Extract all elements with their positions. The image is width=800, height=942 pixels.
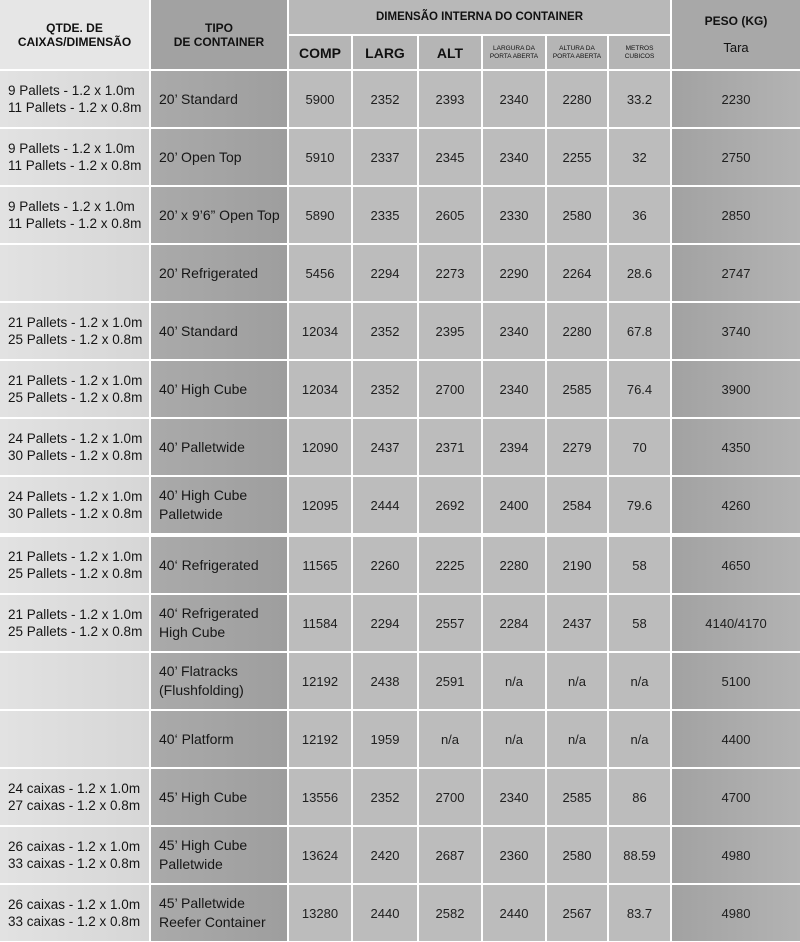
cell-larg: [353, 885, 417, 941]
cell-qtde-text: 21 Pallets - 1.2 x 1.0m 25 Pallets - 1.2 x 0.8m: [8, 549, 143, 581]
cell-alt: [419, 129, 481, 185]
cell-tipo-text: 40‘ Refrigerated High Cube: [159, 605, 259, 640]
cell-tipo: [151, 245, 287, 301]
cell-alt: [419, 827, 481, 883]
cell-tara-text: 2750: [721, 149, 751, 165]
cell-alt: [419, 537, 481, 593]
cell-larg: [353, 537, 417, 593]
cell-larg: [353, 245, 417, 301]
cell-alt-text: 2393: [435, 91, 465, 107]
cell-lpa-text: 2394: [499, 439, 529, 455]
cell-m3: [609, 537, 670, 593]
cell-m3: [609, 653, 670, 709]
cell-lpa-text: 2440: [499, 905, 529, 921]
cell-lpa-text: 2340: [499, 91, 529, 107]
cell-m3: [609, 419, 670, 475]
cell-comp-text: 12034: [301, 323, 339, 339]
cell-alt: [419, 419, 481, 475]
cell-qtde-text: 24 Pallets - 1.2 x 1.0m 30 Pallets - 1.2 x 0.8m: [8, 431, 143, 463]
cell-qtde-text: 24 Pallets - 1.2 x 1.0m 30 Pallets - 1.2 x 0.8m: [8, 489, 143, 521]
cell-apa: [547, 477, 607, 533]
cell-tipo: [151, 827, 287, 883]
cell-lpa-text: n/a: [504, 673, 524, 689]
header-metros-cubicos: METROS CUBICOS: [609, 36, 670, 69]
cell-m3: [609, 361, 670, 417]
cell-alt-text: 2395: [435, 323, 465, 339]
cell-lpa-text: 2284: [499, 615, 529, 631]
cell-m3: [609, 129, 670, 185]
cell-larg-text: 2437: [370, 439, 400, 455]
cell-apa-text: n/a: [567, 731, 587, 747]
cell-lpa: [483, 477, 545, 533]
cell-tipo: [151, 303, 287, 359]
cell-tara: [672, 537, 800, 593]
cell-m3-text: 67.8: [626, 323, 653, 339]
cell-larg-text: 2420: [370, 847, 400, 863]
cell-apa: [547, 129, 607, 185]
cell-tara-text: 2850: [721, 207, 751, 223]
cell-m3-text: 79.6: [626, 497, 653, 513]
cell-alt-text: n/a: [440, 731, 460, 747]
cell-tara-text: 4980: [721, 905, 751, 921]
cell-apa: [547, 885, 607, 941]
cell-lpa: [483, 537, 545, 593]
cell-larg-text: 2438: [370, 673, 400, 689]
cell-tipo-text: 40’ High Cube: [159, 380, 248, 397]
cell-lpa-text: 2340: [499, 789, 529, 805]
cell-alt: [419, 711, 481, 767]
header-dimensao: DIMENSÃO INTERNA DO CONTAINER: [289, 0, 670, 34]
cell-comp: [289, 769, 351, 825]
cell-alt-text: 2557: [435, 615, 465, 631]
cell-tara: [672, 129, 800, 185]
cell-apa: [547, 187, 607, 243]
cell-larg-text: 2440: [370, 905, 400, 921]
cell-comp-text: 13624: [301, 847, 339, 863]
cell-lpa: [483, 71, 545, 127]
cell-tara: [672, 769, 800, 825]
cell-qtde-text: 9 Pallets - 1.2 x 1.0m 11 Pallets - 1.2 x 0.8m: [8, 83, 142, 115]
cell-tara: [672, 303, 800, 359]
cell-m3-text: 28.6: [626, 265, 653, 281]
cell-alt-text: 2225: [435, 557, 465, 573]
cell-apa: [547, 361, 607, 417]
cell-tipo-text: 45’ High Cube Palletwide: [159, 837, 248, 872]
cell-comp: [289, 827, 351, 883]
cell-tipo: [151, 885, 287, 941]
cell-comp: [289, 303, 351, 359]
cell-larg: [353, 419, 417, 475]
cell-m3-text: 76.4: [626, 381, 653, 397]
cell-comp-text: 5910: [305, 149, 335, 165]
cell-qtde: [0, 187, 149, 243]
cell-apa-text: 2255: [562, 149, 592, 165]
cell-apa-text: 2567: [562, 905, 592, 921]
header-alt: ALT: [419, 36, 481, 69]
cell-qtde: [0, 595, 149, 651]
header-qtde: QTDE. DE CAIXAS/DIMENSÃO: [0, 0, 149, 69]
cell-qtde-text: 9 Pallets - 1.2 x 1.0m 11 Pallets - 1.2 x 0.8m: [8, 141, 142, 173]
cell-tipo: [151, 711, 287, 767]
cell-alt: [419, 885, 481, 941]
cell-comp-text: 13280: [301, 905, 339, 921]
cell-m3: [609, 595, 670, 651]
cell-alt-text: 2700: [435, 789, 465, 805]
cell-m3-text: 32: [632, 149, 647, 165]
cell-alt-text: 2345: [435, 149, 465, 165]
cell-qtde: [0, 769, 149, 825]
cell-comp: [289, 653, 351, 709]
cell-comp: [289, 711, 351, 767]
cell-tipo: [151, 71, 287, 127]
cell-tara: [672, 361, 800, 417]
cell-lpa-text: 2340: [499, 381, 529, 397]
cell-lpa-text: 2400: [499, 497, 529, 513]
cell-tara-text: 3740: [721, 323, 751, 339]
cell-lpa-text: 2290: [499, 265, 529, 281]
cell-larg: [353, 711, 417, 767]
cell-apa-text: 2280: [562, 323, 592, 339]
cell-qtde: [0, 827, 149, 883]
cell-qtde-text: 24 caixas - 1.2 x 1.0m 27 caixas - 1.2 x 0.8m: [8, 781, 141, 813]
cell-lpa: [483, 187, 545, 243]
cell-tara-text: 4350: [721, 439, 751, 455]
cell-alt: [419, 769, 481, 825]
cell-lpa-text: 2340: [499, 323, 529, 339]
cell-tipo: [151, 129, 287, 185]
cell-larg: [353, 827, 417, 883]
cell-m3-text: 83.7: [626, 905, 653, 921]
cell-comp-text: 5900: [305, 91, 335, 107]
cell-alt: [419, 245, 481, 301]
cell-larg: [353, 361, 417, 417]
header-larg: LARG: [353, 36, 417, 69]
cell-comp-text: 12192: [301, 731, 339, 747]
cell-tipo-text: 20’ Refrigerated: [159, 264, 259, 281]
cell-alt: [419, 361, 481, 417]
cell-alt-text: 2582: [435, 905, 465, 921]
cell-apa-text: 2585: [562, 789, 592, 805]
cell-qtde: [0, 885, 149, 941]
cell-qtde: [0, 129, 149, 185]
cell-larg-text: 2294: [370, 265, 400, 281]
cell-comp: [289, 885, 351, 941]
cell-m3: [609, 303, 670, 359]
cell-m3-text: 58: [632, 557, 647, 573]
cell-apa-text: 2580: [562, 847, 592, 863]
cell-apa-text: 2585: [562, 381, 592, 397]
cell-tipo-text: 40‘ Platform: [159, 730, 234, 747]
cell-qtde: [0, 361, 149, 417]
cell-qtde-text: 26 caixas - 1.2 x 1.0m 33 caixas - 1.2 x 0.8m: [8, 839, 141, 871]
cell-qtde: [0, 71, 149, 127]
cell-tara: [672, 419, 800, 475]
cell-tipo-text: 20’ x 9’6” Open Top: [159, 206, 280, 223]
cell-comp: [289, 477, 351, 533]
cell-tipo-text: 20’ Standard: [159, 90, 238, 107]
cell-lpa-text: n/a: [504, 731, 524, 747]
cell-apa-text: 2580: [562, 207, 592, 223]
cell-larg: [353, 129, 417, 185]
cell-alt-text: 2591: [435, 673, 465, 689]
cell-larg: [353, 595, 417, 651]
cell-tara-text: 4400: [721, 731, 751, 747]
cell-alt: [419, 653, 481, 709]
cell-lpa: [483, 885, 545, 941]
cell-qtde: [0, 711, 149, 767]
cell-qtde: [0, 653, 149, 709]
cell-comp-text: 13556: [301, 789, 339, 805]
cell-larg-text: 2337: [370, 149, 400, 165]
cell-qtde: [0, 477, 149, 533]
header-altura-porta: ALTURA DA PORTA ABERTA: [547, 36, 607, 69]
cell-tara-text: 3900: [721, 381, 751, 397]
cell-m3: [609, 71, 670, 127]
cell-larg-text: 1959: [370, 731, 400, 747]
cell-apa: [547, 653, 607, 709]
cell-qtde-text: 21 Pallets - 1.2 x 1.0m 25 Pallets - 1.2 x 0.8m: [8, 607, 143, 639]
cell-apa: [547, 303, 607, 359]
cell-tara: [672, 187, 800, 243]
cell-m3-text: 36: [632, 207, 647, 223]
cell-apa: [547, 711, 607, 767]
cell-qtde-text: 9 Pallets - 1.2 x 1.0m 11 Pallets - 1.2 x 0.8m: [8, 199, 142, 231]
cell-comp-text: 11565: [302, 557, 338, 573]
cell-m3: [609, 711, 670, 767]
cell-tipo-text: 40’ Standard: [159, 322, 238, 339]
cell-larg: [353, 71, 417, 127]
cell-m3-text: 70: [632, 439, 647, 455]
cell-larg-text: 2444: [370, 497, 400, 513]
cell-larg-text: 2352: [370, 381, 400, 397]
cell-m3-text: 86: [632, 789, 647, 805]
cell-apa-text: n/a: [567, 673, 587, 689]
header-comp: COMP: [289, 36, 351, 69]
cell-larg-text: 2294: [370, 615, 400, 631]
cell-larg: [353, 769, 417, 825]
cell-tara-text: 5100: [721, 673, 751, 689]
cell-lpa: [483, 653, 545, 709]
cell-tara: [672, 477, 800, 533]
cell-comp-text: 5456: [305, 265, 335, 281]
cell-tara: [672, 711, 800, 767]
cell-alt-text: 2687: [435, 847, 465, 863]
cell-tipo: [151, 653, 287, 709]
cell-larg-text: 2260: [370, 557, 400, 573]
cell-tipo-text: 40’ High Cube Palletwide: [159, 487, 248, 522]
cell-lpa-text: 2340: [499, 149, 529, 165]
cell-comp-text: 12090: [301, 439, 339, 455]
cell-tipo: [151, 595, 287, 651]
cell-alt-text: 2371: [435, 439, 465, 455]
cell-alt-text: 2700: [435, 381, 465, 397]
cell-alt-text: 2605: [435, 207, 465, 223]
header-largura-porta: LARGURA DA PORTA ABERTA: [483, 36, 545, 69]
cell-tipo-text: 20’ Open Top: [159, 148, 242, 165]
cell-larg-text: 2335: [370, 207, 400, 223]
cell-apa-text: 2190: [562, 557, 592, 573]
cell-lpa: [483, 245, 545, 301]
cell-comp: [289, 129, 351, 185]
cell-m3: [609, 769, 670, 825]
cell-m3: [609, 187, 670, 243]
cell-tipo-text: 45’ Palletwide Reefer Container: [159, 895, 266, 930]
cell-lpa: [483, 827, 545, 883]
cell-apa-text: 2584: [562, 497, 592, 513]
cell-apa: [547, 595, 607, 651]
cell-m3-text: n/a: [630, 673, 649, 689]
cell-apa: [547, 769, 607, 825]
cell-apa: [547, 71, 607, 127]
cell-lpa: [483, 129, 545, 185]
cell-comp-text: 5890: [305, 207, 335, 223]
cell-larg: [353, 303, 417, 359]
cell-comp: [289, 187, 351, 243]
cell-tipo-text: 40’ Palletwide: [159, 438, 245, 455]
cell-tara: [672, 827, 800, 883]
cell-m3-text: 88.59: [623, 847, 656, 863]
cell-larg-text: 2352: [370, 789, 400, 805]
cell-larg: [353, 477, 417, 533]
header-tipo: TIPO DE CONTAINER: [151, 0, 287, 69]
cell-tipo: [151, 419, 287, 475]
cell-comp-text: 12095: [301, 497, 339, 513]
cell-tara: [672, 653, 800, 709]
cell-alt: [419, 303, 481, 359]
cell-alt: [419, 187, 481, 243]
cell-larg-text: 2352: [370, 323, 400, 339]
cell-tipo: [151, 477, 287, 533]
cell-lpa: [483, 419, 545, 475]
cell-apa: [547, 419, 607, 475]
cell-qtde-text: 26 caixas - 1.2 x 1.0m 33 caixas - 1.2 x 0.8m: [8, 897, 141, 929]
cell-comp: [289, 419, 351, 475]
cell-larg: [353, 653, 417, 709]
cell-larg: [353, 187, 417, 243]
cell-qtde: [0, 537, 149, 593]
cell-apa-text: 2437: [562, 615, 592, 631]
cell-lpa-text: 2330: [499, 207, 529, 223]
cell-tipo: [151, 537, 287, 593]
cell-tipo: [151, 361, 287, 417]
cell-alt: [419, 71, 481, 127]
cell-comp: [289, 71, 351, 127]
cell-comp: [289, 537, 351, 593]
cell-apa: [547, 827, 607, 883]
cell-apa-text: 2280: [562, 91, 592, 107]
cell-lpa: [483, 361, 545, 417]
cell-m3: [609, 827, 670, 883]
cell-m3-text: n/a: [630, 731, 649, 747]
cell-qtde-text: 21 Pallets - 1.2 x 1.0m 25 Pallets - 1.2 x 0.8m: [8, 373, 143, 405]
cell-lpa-text: 2280: [499, 557, 529, 573]
cell-tara-text: 2230: [721, 91, 751, 107]
cell-tara-text: 4650: [721, 557, 751, 573]
cell-lpa: [483, 595, 545, 651]
cell-qtde: [0, 303, 149, 359]
cell-m3: [609, 245, 670, 301]
cell-comp-text: 11584: [302, 615, 338, 631]
cell-m3: [609, 477, 670, 533]
cell-lpa: [483, 769, 545, 825]
cell-alt: [419, 477, 481, 533]
cell-tara-text: 4700: [721, 789, 751, 805]
cell-larg-text: 2352: [370, 91, 400, 107]
cell-tara-text: 2747: [721, 265, 751, 281]
cell-m3: [609, 885, 670, 941]
cell-tipo-text: 45’ High Cube: [159, 788, 248, 805]
cell-alt: [419, 595, 481, 651]
cell-tara-text: 4980: [721, 847, 751, 863]
cell-apa-text: 2279: [562, 439, 592, 455]
cell-tara: [672, 885, 800, 941]
cell-tara: [672, 595, 800, 651]
cell-apa: [547, 245, 607, 301]
cell-qtde-text: 21 Pallets - 1.2 x 1.0m 25 Pallets - 1.2 x 0.8m: [8, 315, 143, 347]
cell-alt-text: 2273: [435, 265, 465, 281]
cell-lpa-text: 2360: [499, 847, 529, 863]
cell-qtde: [0, 245, 149, 301]
cell-tara-text: 4140/4170: [705, 615, 767, 631]
cell-comp-text: 12034: [301, 381, 339, 397]
cell-tara: [672, 71, 800, 127]
cell-qtde: [0, 419, 149, 475]
header-peso: PESO (KG) Tara: [672, 0, 800, 69]
cell-tipo-text: 40’ Flatracks (Flushfolding): [159, 663, 244, 698]
cell-lpa: [483, 303, 545, 359]
cell-tipo-text: 40‘ Refrigerated: [159, 556, 259, 573]
cell-tara: [672, 245, 800, 301]
cell-tipo: [151, 187, 287, 243]
header-tara: Tara: [723, 40, 749, 55]
cell-m3-text: 33.2: [626, 91, 653, 107]
cell-comp-text: 12192: [301, 673, 339, 689]
cell-comp: [289, 595, 351, 651]
cell-apa-text: 2264: [562, 265, 592, 281]
cell-lpa: [483, 711, 545, 767]
cell-comp: [289, 361, 351, 417]
cell-comp: [289, 245, 351, 301]
cell-m3-text: 58: [632, 615, 647, 631]
cell-apa: [547, 537, 607, 593]
cell-tipo: [151, 769, 287, 825]
cell-alt-text: 2692: [435, 497, 465, 513]
cell-tara-text: 4260: [721, 497, 751, 513]
